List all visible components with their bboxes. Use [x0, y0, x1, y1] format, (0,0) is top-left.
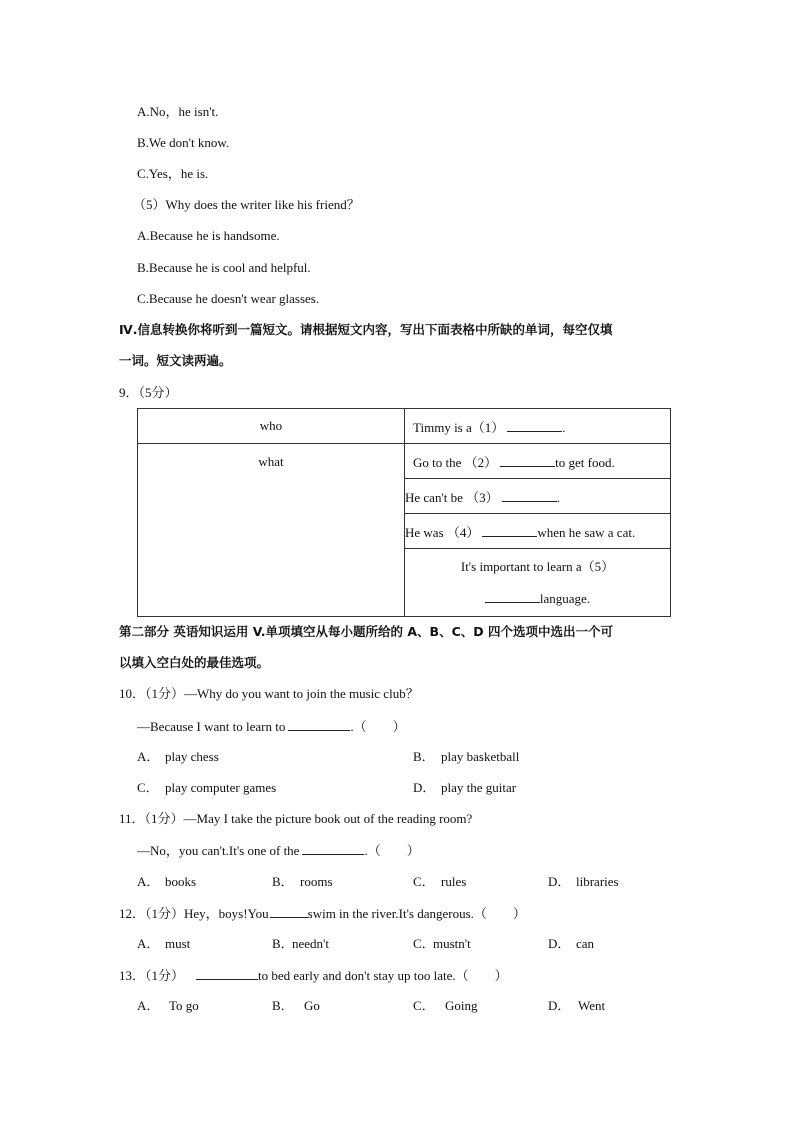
blank-1[interactable] [507, 419, 562, 432]
q11-answer-text: —No，you can't.It's one of the [137, 843, 300, 858]
row2-text: Go to the （2） [413, 454, 498, 470]
row3-text: He can't be （3） [405, 489, 499, 505]
q10-answer-end: .（ ） [350, 719, 406, 734]
q12-blank[interactable] [270, 905, 308, 918]
q11-blank[interactable] [302, 842, 364, 855]
q10-option-c[interactable]: C． play computer games [137, 780, 277, 795]
q11-option-c[interactable]: C． rules [413, 874, 467, 889]
question-11-answer [137, 842, 420, 859]
row4-text: He was （4） [405, 524, 480, 540]
q5-option-b: B.Because he is cool and helpful. [137, 260, 311, 275]
option-a: A.No，he isn't. [137, 104, 219, 119]
q10-blank[interactable] [288, 718, 350, 731]
q13-option-b[interactable]: B． Go [272, 998, 320, 1013]
q12-stem-end: swim in the river.It's dangerous.（ ） [307, 906, 526, 921]
section-4-instructions-line2: 一词。短文读两遍。 [119, 353, 232, 368]
q11-option-a[interactable]: A． books [137, 874, 197, 889]
row1-end: . [562, 419, 566, 435]
q11-answer-end: .（ ） [364, 843, 420, 858]
question-10-answer [137, 718, 406, 735]
q10-option-d[interactable]: D． play the guitar [413, 780, 517, 795]
q12-option-a[interactable]: A． must [137, 936, 191, 951]
q11-option-d[interactable]: D． libraries [548, 874, 619, 889]
what-label: what [258, 454, 284, 469]
q12-option-c[interactable]: C．mustn't [413, 936, 471, 951]
q10-answer-text: —Because I want to learn to [137, 719, 286, 734]
q13-stem-text: 13．（1分） [119, 968, 185, 983]
q13-blank[interactable] [196, 967, 258, 980]
q13-option-c[interactable]: C． Going [413, 998, 478, 1013]
question-11-stem: 11．（1分）—May I take the picture book out of the reading room? [119, 811, 473, 826]
q5-option-a: A.Because he is handsome. [137, 228, 280, 243]
q10-option-a[interactable]: A． play chess [137, 749, 219, 764]
part-2-instructions-line1: 第二部分 英语知识运用 V.单项填空从每小题所给的 A、B、C、D 四个选项中选出一个可 [119, 624, 613, 639]
row5-end: language. [539, 590, 591, 606]
row3-end: . [556, 489, 560, 505]
row4-end: when he saw a cat. [537, 524, 636, 540]
q12-option-b[interactable]: B．needn't [272, 936, 329, 951]
question-12-stem [119, 905, 526, 922]
question-13-stem [119, 967, 508, 984]
table-cell-row2 [405, 444, 671, 479]
option-c: C.Yes，he is. [137, 166, 209, 181]
table-cell-row4 [405, 514, 671, 549]
q13-option-a[interactable]: A． To go [137, 998, 199, 1013]
q10-option-b[interactable]: B． play basketball [413, 749, 520, 764]
info-table [137, 408, 671, 617]
row1-text: Timmy is a（1） [413, 419, 505, 435]
table-cell-who [138, 409, 405, 444]
table-cell-row3 [405, 479, 671, 514]
q5-option-c: C.Because he doesn't wear glasses. [137, 291, 320, 306]
question-5-stem: （5）Why does the writer like his friend？ [133, 197, 360, 212]
table-cell-row5 [405, 549, 671, 617]
q12-stem-text: 12．（1分）Hey，boys!You [119, 906, 269, 921]
row2-end: to get food. [555, 454, 615, 470]
row5-text: It's important to learn a（5） [460, 558, 615, 574]
q13-option-d[interactable]: D． Went [548, 998, 606, 1013]
who-label: who [259, 418, 283, 433]
question-10-stem: 10．（1分）—Why do you want to join the music club？ [119, 686, 419, 701]
blank-4[interactable] [482, 524, 537, 537]
q11-option-b[interactable]: B． rooms [272, 874, 333, 889]
question-9-label: 9．（5分） [119, 385, 178, 400]
option-b: B.We don't know. [137, 135, 230, 150]
q12-option-d[interactable]: D． can [548, 936, 595, 951]
table-cell-row1 [405, 409, 671, 444]
table-cell-what [138, 444, 405, 617]
blank-3[interactable] [502, 489, 557, 502]
part-2-instructions-line2: 以填入空白处的最佳选项。 [119, 655, 270, 670]
q13-stem-end: to bed early and don't stay up too late.（ ） [258, 968, 508, 983]
blank-5[interactable] [485, 590, 540, 603]
section-4-instructions-line1: Ⅳ.信息转换你将听到一篇短文。请根据短文内容，写出下面表格中所缺的单词，每空仅填 [119, 322, 613, 337]
blank-2[interactable] [500, 454, 555, 467]
